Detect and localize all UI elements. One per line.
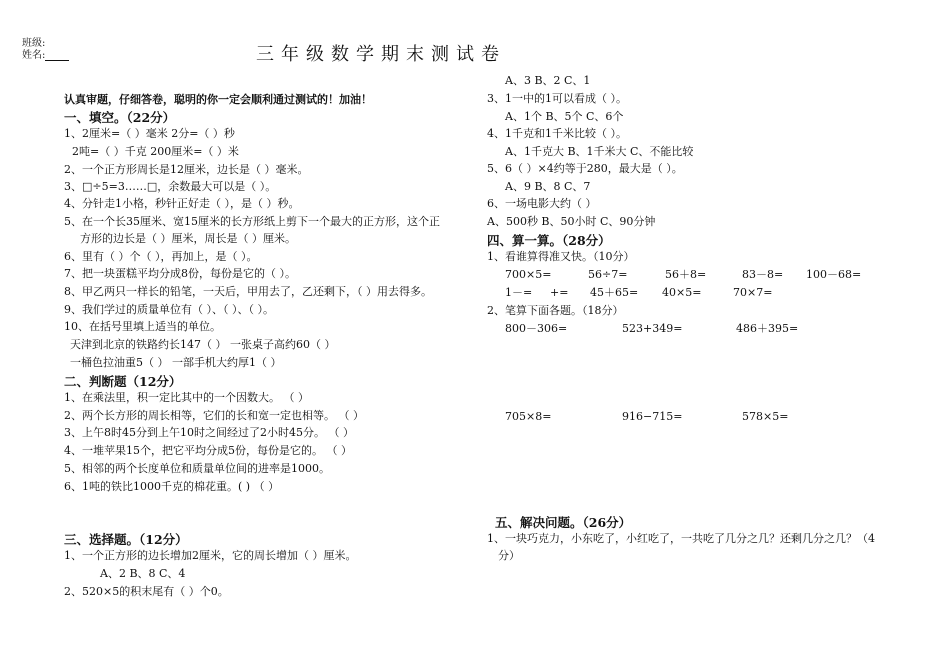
name-blank-line [45,50,69,61]
section3-line: 1、一个正方形的边长增加2厘米，它的周长增加（ ）厘米。 [64,549,357,562]
section2-line: 5、相邻的两个长度单位和质量单位间的进率是1000。 [64,462,330,475]
section1-line: 7、把一块蛋糕平均分成8份，每份是它的（ ）。 [64,267,296,280]
section2-heading: 二、判断题（12分） [64,374,182,389]
mental-calc-item: 83－8= [742,268,784,281]
mental-calc-item: 45＋65= [590,286,639,299]
choice-line: 3、1一中的1可以看成（ ）。 [487,92,627,105]
written-calc-item: 705×8= [505,410,552,423]
class-label: 班级: [22,38,46,49]
choice-line: A、1千克大 B、1千米大 C、不能比较 [505,145,694,158]
section1-line: 9、我们学过的质量单位有（ ）、（ ）、（ ）。 [64,303,274,316]
section1-line: 方形的边长是（ ）厘米，周长是（ ）厘米。 [80,232,296,245]
section1-line: 3、□÷5=3……□，余数最大可以是（ ）。 [64,180,277,193]
section2-line: 2、两个长方形的周长相等，它们的长和宽一定也相等。 （ ） [64,409,364,422]
section1-line: 2、一个正方形周长是12厘米，边长是（ ）毫米。 [64,163,309,176]
section3-line: 2、520×5的积末尾有（ ）个0。 [64,585,229,598]
section2-line: 3、上午8时45分到上午10时之间经过了2小时45分。 （ ） [64,426,354,439]
written-calc-item: 916−715= [622,410,683,423]
choice-line: 6、一场电影大约（ ） [487,197,597,210]
section1-line: 2吨=（ ）千克 200厘米=（ ）米 [72,145,239,158]
written-calc-item: 578×5= [742,410,789,423]
section4-sub1: 1、看谁算得准又快。（10分） [487,250,635,263]
written-calc-item: 800－306= [505,322,568,335]
section1-line: 一桶色拉油重5（ ） 一部手机大约厚1（ ） [70,356,282,369]
intro-text: 认真审题，仔细答卷，聪明的你一定会顺利通过测试的！加油！ [64,93,372,106]
section4-heading: 四、算一算。（28分） [487,233,611,248]
section3-heading: 三、选择题。（12分） [64,532,188,547]
choice-line: 4、1千克和1千米比较（ ）。 [487,127,627,140]
choice-line: A、3 B、2 C、1 [505,74,591,87]
page-title: 三年级数学期末测试卷 [256,44,506,65]
section2-line: 6、1吨的铁比1000千克的棉花重。( ) （ ） [64,480,280,493]
choice-line: 5、6（ ）×4约等于280，最大是（ ）。 [487,162,683,175]
mental-calc-item: 70×7= [733,286,773,299]
name-label [22,46,69,61]
written-calc-item: 486＋395= [736,322,799,335]
section1-line: 5、在一个长35厘米、宽15厘米的长方形纸上剪下一个最大的正方形，这个正 [64,215,440,228]
written-calc-item: 523+349= [622,322,683,335]
section5-heading: 五、解决问题。（26分） [495,515,632,530]
section2-line: 1、在乘法里，积一定比其中的一个因数大。 （ ） [64,391,309,404]
mental-calc-item: 56÷7= [588,268,628,281]
problem-line: 分） [498,549,520,562]
problem-line: 1、一块巧克力，小东吃了，小红吃了，一共吃了几分之几？还剩几分之几？（4 [487,532,875,545]
section1-line: 天津到北京的铁路约长147（ ） 一张桌子高约60（ ） [70,338,336,351]
mental-calc-item: += [550,286,569,299]
section1-line: 10、在括号里填上适当的单位。 [64,320,221,333]
section4-sub2: 2、笔算下面各题。（18分） [487,304,624,317]
choice-line: A、9 B、8 C、7 [505,180,591,193]
choice-line: A、1个 B、5个 C、6个 [505,110,624,123]
section1-line: 1、2厘米=（ ）毫米 2分=（ ）秒 [64,127,235,140]
section1-line: 8、甲乙两只一样长的铅笔，一天后，甲用去了，乙还剩下，（ ）用去得多。 [64,285,432,298]
mental-calc-item: 1－= [505,286,533,299]
section2-line: 4、一堆苹果15个，把它平均分成5份，每份是它的。 （ ） [64,444,352,457]
choice-line: A、500秒 B、50小时 C、90分钟 [487,215,656,228]
mental-calc-item: 40×5= [662,286,702,299]
section3-line: A、2 B、8 C、4 [100,567,186,580]
name-label-text: 姓名: [22,50,46,61]
mental-calc-item: 56＋8= [665,268,707,281]
mental-calc-item: 700×5= [505,268,552,281]
section1-line: 4、分针走1小格，秒针正好走（ ），是（ ）秒。 [64,197,300,210]
mental-calc-item: 100－68= [806,268,862,281]
section1-line: 6、里有（ ）个（ ），再加上，是（ ）。 [64,250,258,263]
section1-heading: 一、填空。（22分） [64,110,176,125]
